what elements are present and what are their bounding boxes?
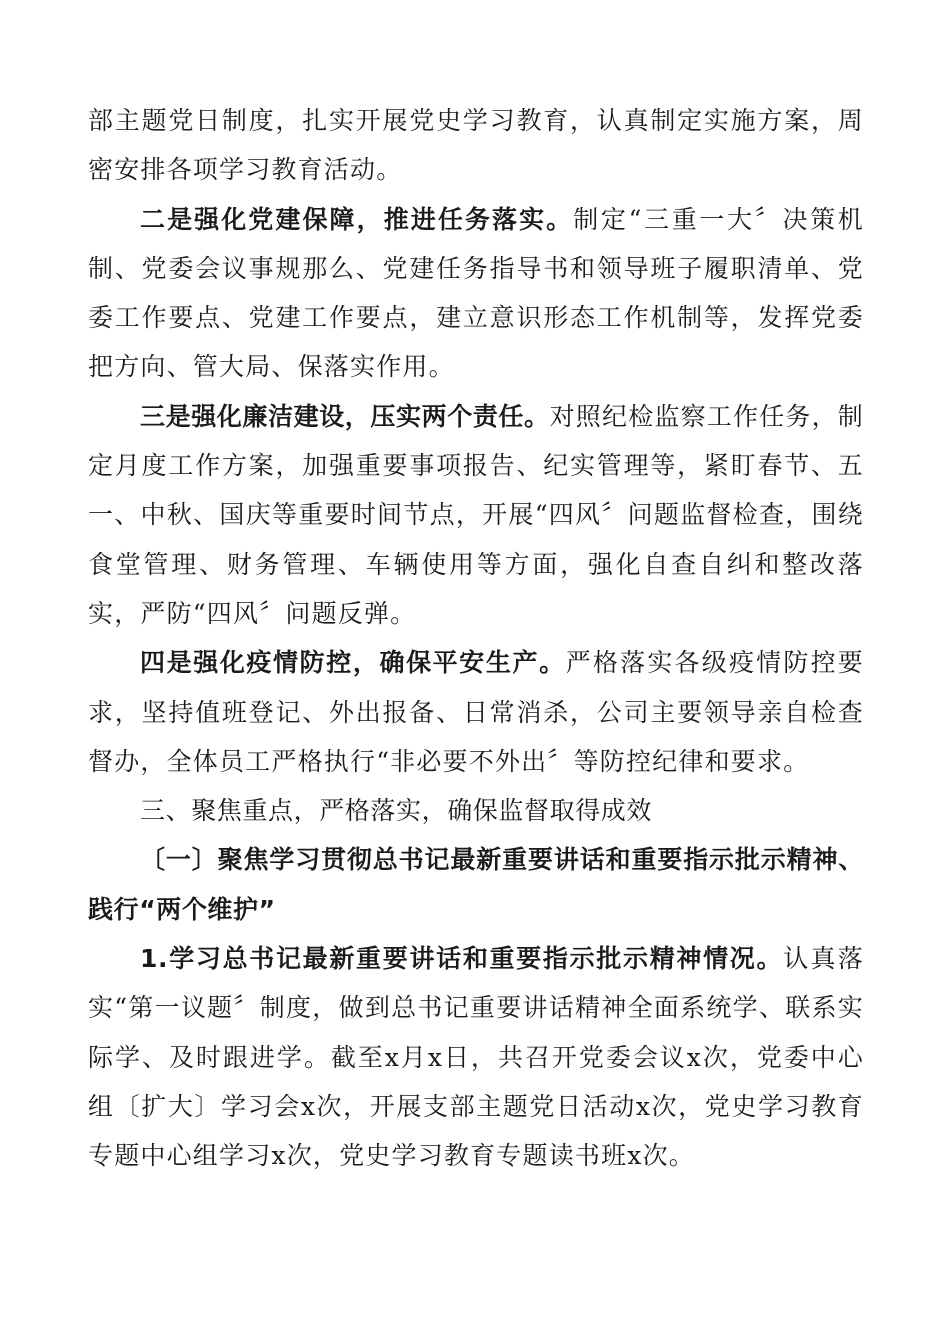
paragraph-text: 部主题党日制度，扎实开展党史学习教育，认真制定实施方案，周密安排各项学习教育活动。: [88, 106, 864, 185]
subsection-heading-text: 〔一〕聚焦学习贯彻总书记最新重要讲话和重要指示批示精神、践行“两个维护”: [88, 845, 864, 924]
section-heading-3: [88, 786, 864, 835]
paragraph-continuation: [88, 96, 864, 195]
paragraph-epidemic-control: [88, 638, 864, 786]
paragraph-lead: 三是强化廉洁建设，压实两个责任。: [140, 401, 550, 431]
paragraph-lead: 四是强化疫情防控，确保平安生产。: [140, 648, 566, 678]
paragraph-text: 制定“三重一大〞决策机制、党委会议事规那么、党建任务指导书和领导班子履职清单、党委工作要点、党建工作要点，建立意识形态工作机制等，发挥党委把方向、管大局、保落实作用。: [88, 204, 865, 382]
section-heading-text: 三、聚焦重点，严格落实，确保监督取得成效: [140, 796, 653, 826]
subsection-heading-1: [88, 835, 864, 934]
paragraph-study-speeches: [88, 934, 864, 1180]
paragraph-party-building: [88, 195, 864, 392]
paragraph-integrity: [88, 392, 864, 638]
paragraph-lead: 1.学习总书记最新重要讲话和重要指示批示精神情况。: [140, 944, 784, 974]
paragraph-text: 对照纪检监察工作任务，制定月度工作方案，加强重要事项报告、纪实管理等，紧盯春节、五一、中秋、国庆等重要时间节点，开展“四风〞问题监督检查，围绕食堂管理、财务管理、车辆使用等方面，强化自查自纠和整改落实，严防“四风〞问题反弹。: [88, 401, 865, 628]
paragraph-lead: 二是强化党建保障，推进任务落实。: [140, 204, 574, 234]
document-body: [88, 96, 864, 1181]
paragraph-text: 严格落实各级疫情防控要求，坚持值班登记、外出报备、日常消杀，公司主要领导亲自检查督办，全体员工严格执行“非必要不外出〞等防控纪律和要求。: [88, 648, 864, 776]
paragraph-text: 认真落实“第一议题〞制度，做到总书记重要讲话精神全面系统学、联系实际学、及时跟进学。截至x月x日，共召开党委会议x次，党委中心组〔扩大〕学习会x次，开展支部主题党日活动x次，党史学习教育专题中心组学习x次，党史学习教育专题读书班x次。: [88, 944, 864, 1171]
